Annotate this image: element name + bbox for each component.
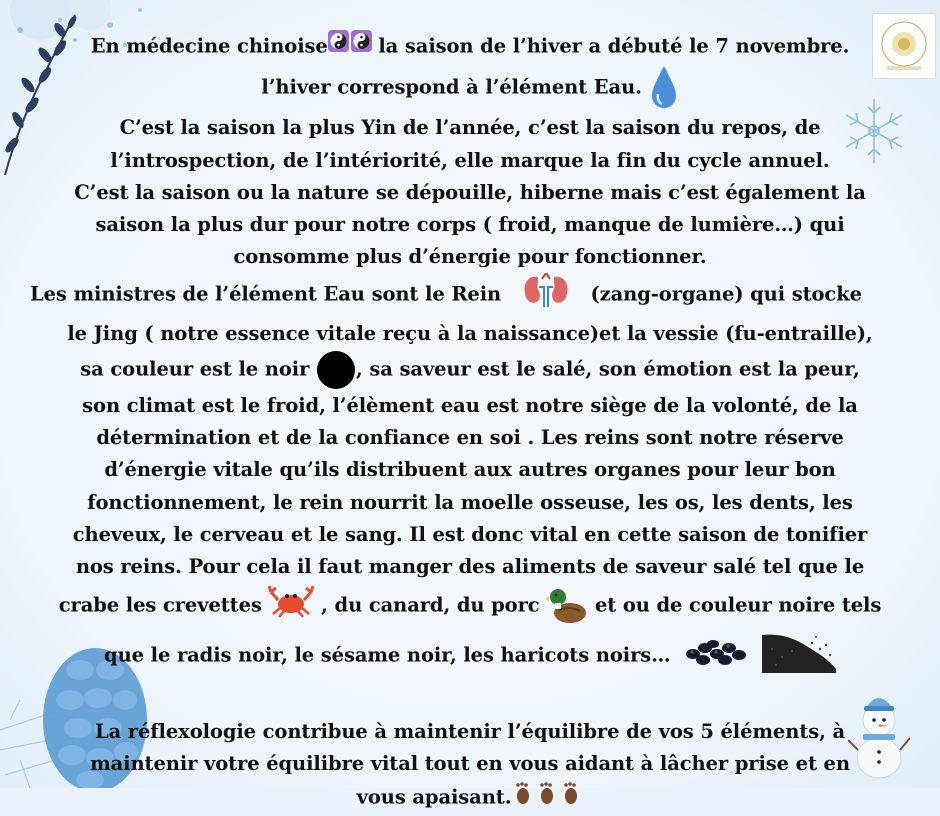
text-line: consomme plus d’énergie pour fonctionner. [233, 245, 707, 269]
text-line: le Jing ( notre essence vitale reçu à la naissance)et la vessie (fu-entraille), [67, 321, 873, 345]
text-line: d’énergie vitale qu’ils distribuent aux autres organes pour leur bon [104, 458, 836, 482]
crab-icon [268, 584, 314, 628]
black-circle-icon [316, 350, 356, 390]
spacer [30, 684, 910, 716]
text-line: l’introspection, de l’intériorité, elle marque la fin du cycle annuel. [110, 148, 830, 172]
text-line: cheveux, le cerveau et le sang. Il est donc vital en cette saison de tonifier [72, 522, 868, 546]
text-line: La réflexologie contribue à maintenir l’équilibre de vos 5 éléments, à [94, 719, 846, 743]
text-line: C’est la saison ou la nature se dépouille, hiberne mais c’est également la [74, 180, 866, 204]
text-line: détermination et de la confiance en soi . Les reins sont notre réserve [96, 426, 844, 450]
yin-yang-icon [328, 30, 372, 64]
black-beans-icon [683, 634, 749, 678]
text-line: l’hiver correspond à l’élément Eau. [30, 64, 910, 112]
footprints-icon [511, 780, 583, 816]
text-line: C’est la saison la plus Yin de l’année, c’est la saison du repos, de [119, 116, 821, 140]
text-line: saison la plus dur pour notre corps ( froid, manque de lumière…) qui [95, 213, 845, 237]
text-line: Les ministres de l’élément Eau sont le Rein (zang-organe) qui stocke [30, 273, 910, 317]
text-line: crabe les crevettes , du canard, du porc et ou de couleur noire tels [30, 583, 910, 629]
water-drop-icon [649, 64, 679, 112]
text-line: fonctionnement, le rein nourrit la moelle osseuse, les os, les dents, les [87, 490, 853, 514]
kidneys-icon [520, 273, 572, 317]
text-line: sa couleur est le noir , sa saveur est le salé, son émotion est la peur, [30, 350, 910, 390]
text-line: que le radis noir, le sésame noir, les haricots noirs… [30, 629, 910, 683]
text-line: maintenir votre équilibre vital tout en vous aidant à lâcher prise et en [90, 751, 850, 775]
text-line: vous apaisant. [30, 780, 910, 816]
main-text [30, 30, 910, 816]
text-line: En médecine chinoise la saison de l’hiver a débuté le 7 novembre. [30, 30, 910, 64]
text-line: son climat est le froid, l’élèment eau est notre siège de la volonté, de la [82, 394, 858, 418]
text-line: nos reins. Pour cela il faut manger des aliments de saveur salé tel que le [75, 555, 865, 579]
black-sesame-icon [762, 629, 836, 683]
duck-icon [546, 583, 588, 629]
